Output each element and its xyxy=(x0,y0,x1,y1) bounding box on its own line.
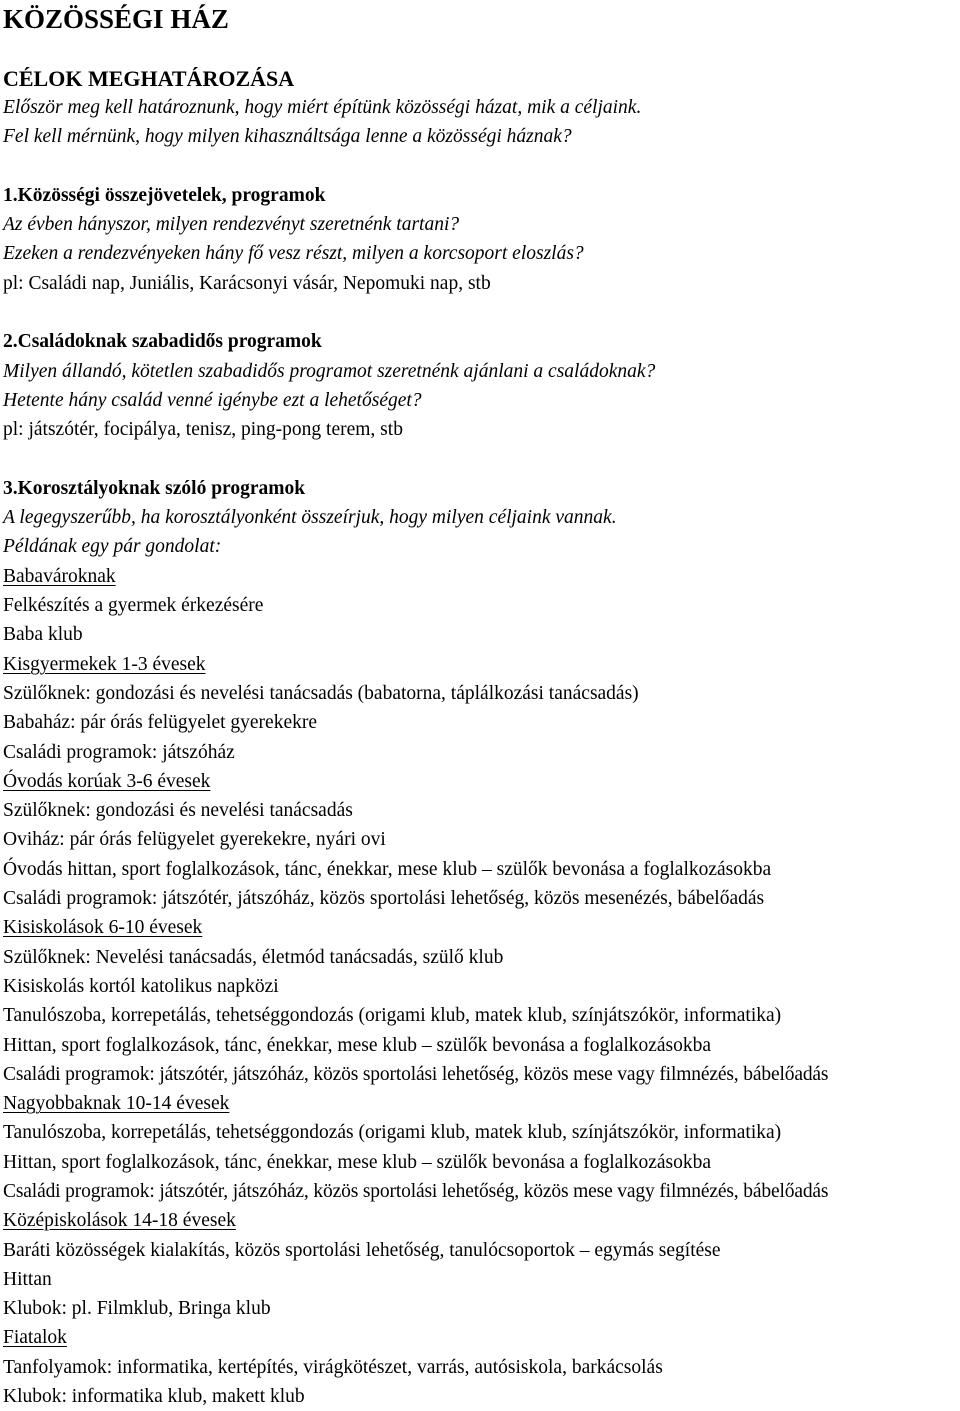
age-group-title: Óvodás korúak 3-6 évesek xyxy=(3,770,211,792)
section-1-question: Az évben hányszor, milyen rendezvényt szeretnénk tartani? xyxy=(3,214,460,236)
age-group-item: Szülőknek: gondozási és nevelési tanácsadás (babatorna, táplálkozási tanácsadás) xyxy=(3,682,639,704)
document-title: KÖZÖSSÉGI HÁZ xyxy=(3,4,229,34)
age-group-title: Babavároknak xyxy=(3,565,116,587)
age-group-item: Hittan, sport foglalkozások, tánc, énekkar, mese klub – szülők bevonása a foglalkozásokba xyxy=(3,1151,712,1173)
age-group-item: Felkészítés a gyermek érkezésére xyxy=(3,595,264,617)
age-group-item: Klubok: informatika klub, makett klub xyxy=(3,1386,305,1408)
document-page xyxy=(3,0,958,1411)
section-2-example: pl: játszótér, focipálya, tenisz, ping-pong terem, stb xyxy=(3,419,403,441)
age-group-title: Középiskolások 14-18 évesek xyxy=(3,1210,236,1232)
age-group-item: Hittan xyxy=(3,1268,52,1290)
age-group-item: Baba klub xyxy=(3,624,83,646)
age-group-item: Családi programok: játszótér, játszóház, közös sportolási lehetőség, közös mese vagy filmnézés, bábelőadás xyxy=(3,1180,829,1202)
section-3-heading: 3.Korosztályoknak szóló programok xyxy=(3,477,306,499)
age-group-title: Nagyobbaknak 10-14 évesek xyxy=(3,1093,230,1115)
age-group-item: Családi programok: játszótér, játszóház, közös sportolási lehetőség, közös mese vagy filmnézés, bábelőadás xyxy=(3,1063,829,1085)
age-group-item: Tanulószoba, korrepetálás, tehetséggondozás (origami klub, matek klub, színjátszókör, informatika) xyxy=(3,1122,782,1144)
age-group-item: Óvodás hittan, sport foglalkozások, tánc, énekkar, mese klub – szülők bevonása a foglalkozásokba xyxy=(3,858,772,880)
age-group-item: Babaház: pár órás felügyelet gyerekekre xyxy=(3,712,317,734)
age-group-item: Szülőknek: Nevelési tanácsadás, életmód tanácsadás, szülő klub xyxy=(3,946,504,968)
age-group-item: Baráti közösségek kialakítás, közös sportolási lehetőség, tanulócsoportok – egymás segítése xyxy=(3,1239,721,1261)
age-group-item: Kisiskolás kortól katolikus napközi xyxy=(3,975,279,997)
section-1-heading: 1.Közösségi összejövetelek, programok xyxy=(3,184,326,206)
section-1-example: pl: Családi nap, Juniális, Karácsonyi vásár, Nepomuki nap, stb xyxy=(3,272,491,294)
age-group-item: Szülőknek: gondozási és nevelési tanácsadás xyxy=(3,800,353,822)
section-2-question: Hetente hány család venné igénybe ezt a lehetőséget? xyxy=(3,389,422,411)
goals-heading: CÉLOK MEGHATÁROZÁSA xyxy=(3,66,295,91)
age-group-item: Hittan, sport foglalkozások, tánc, énekkar, mese klub – szülők bevonása a foglalkozásokba xyxy=(3,1034,712,1056)
age-group-item: Klubok: pl. Filmklub, Bringa klub xyxy=(3,1298,271,1320)
age-group-item: Családi programok: játszótér, játszóház, közös sportolási lehetőség, közös mesenézés, bábelőadás xyxy=(3,888,765,910)
section-1-question: Ezeken a rendezvényeken hány fő vesz részt, milyen a korcsoport eloszlás? xyxy=(3,243,584,265)
age-group-item: Tanulószoba, korrepetálás, tehetséggondozás (origami klub, matek klub, színjátszókör, informatika) xyxy=(3,1005,782,1027)
section-2-heading: 2.Családoknak szabadidős programok xyxy=(3,331,322,353)
goals-line: Fel kell mérnünk, hogy milyen kihasználtsága lenne a közösségi háznak? xyxy=(3,126,572,148)
age-group-item: Családi programok: játszóház xyxy=(3,741,235,763)
section-3-intro: A legegyszerűbb, ha korosztályonként összeírjuk, hogy milyen céljaink vannak. xyxy=(3,507,617,529)
age-group-item: Tanfolyamok: informatika, kertépítés, virágkötészet, varrás, autósiskola, barkácsolás xyxy=(3,1356,663,1378)
age-group-title: Kisgyermekek 1-3 évesek xyxy=(3,653,206,675)
age-group-item: Oviház: pár órás felügyelet gyerekekre, nyári ovi xyxy=(3,829,386,851)
section-3-intro: Példának egy pár gondolat: xyxy=(3,536,222,558)
age-group-title: Kisiskolások 6-10 évesek xyxy=(3,917,203,939)
section-2-question: Milyen állandó, kötetlen szabadidős programot szeretnénk ajánlani a családoknak? xyxy=(3,360,656,382)
age-group-title: Fiatalok xyxy=(3,1327,67,1349)
goals-line: Először meg kell határoznunk, hogy miért építünk közösségi házat, mik a céljaink. xyxy=(3,97,642,118)
